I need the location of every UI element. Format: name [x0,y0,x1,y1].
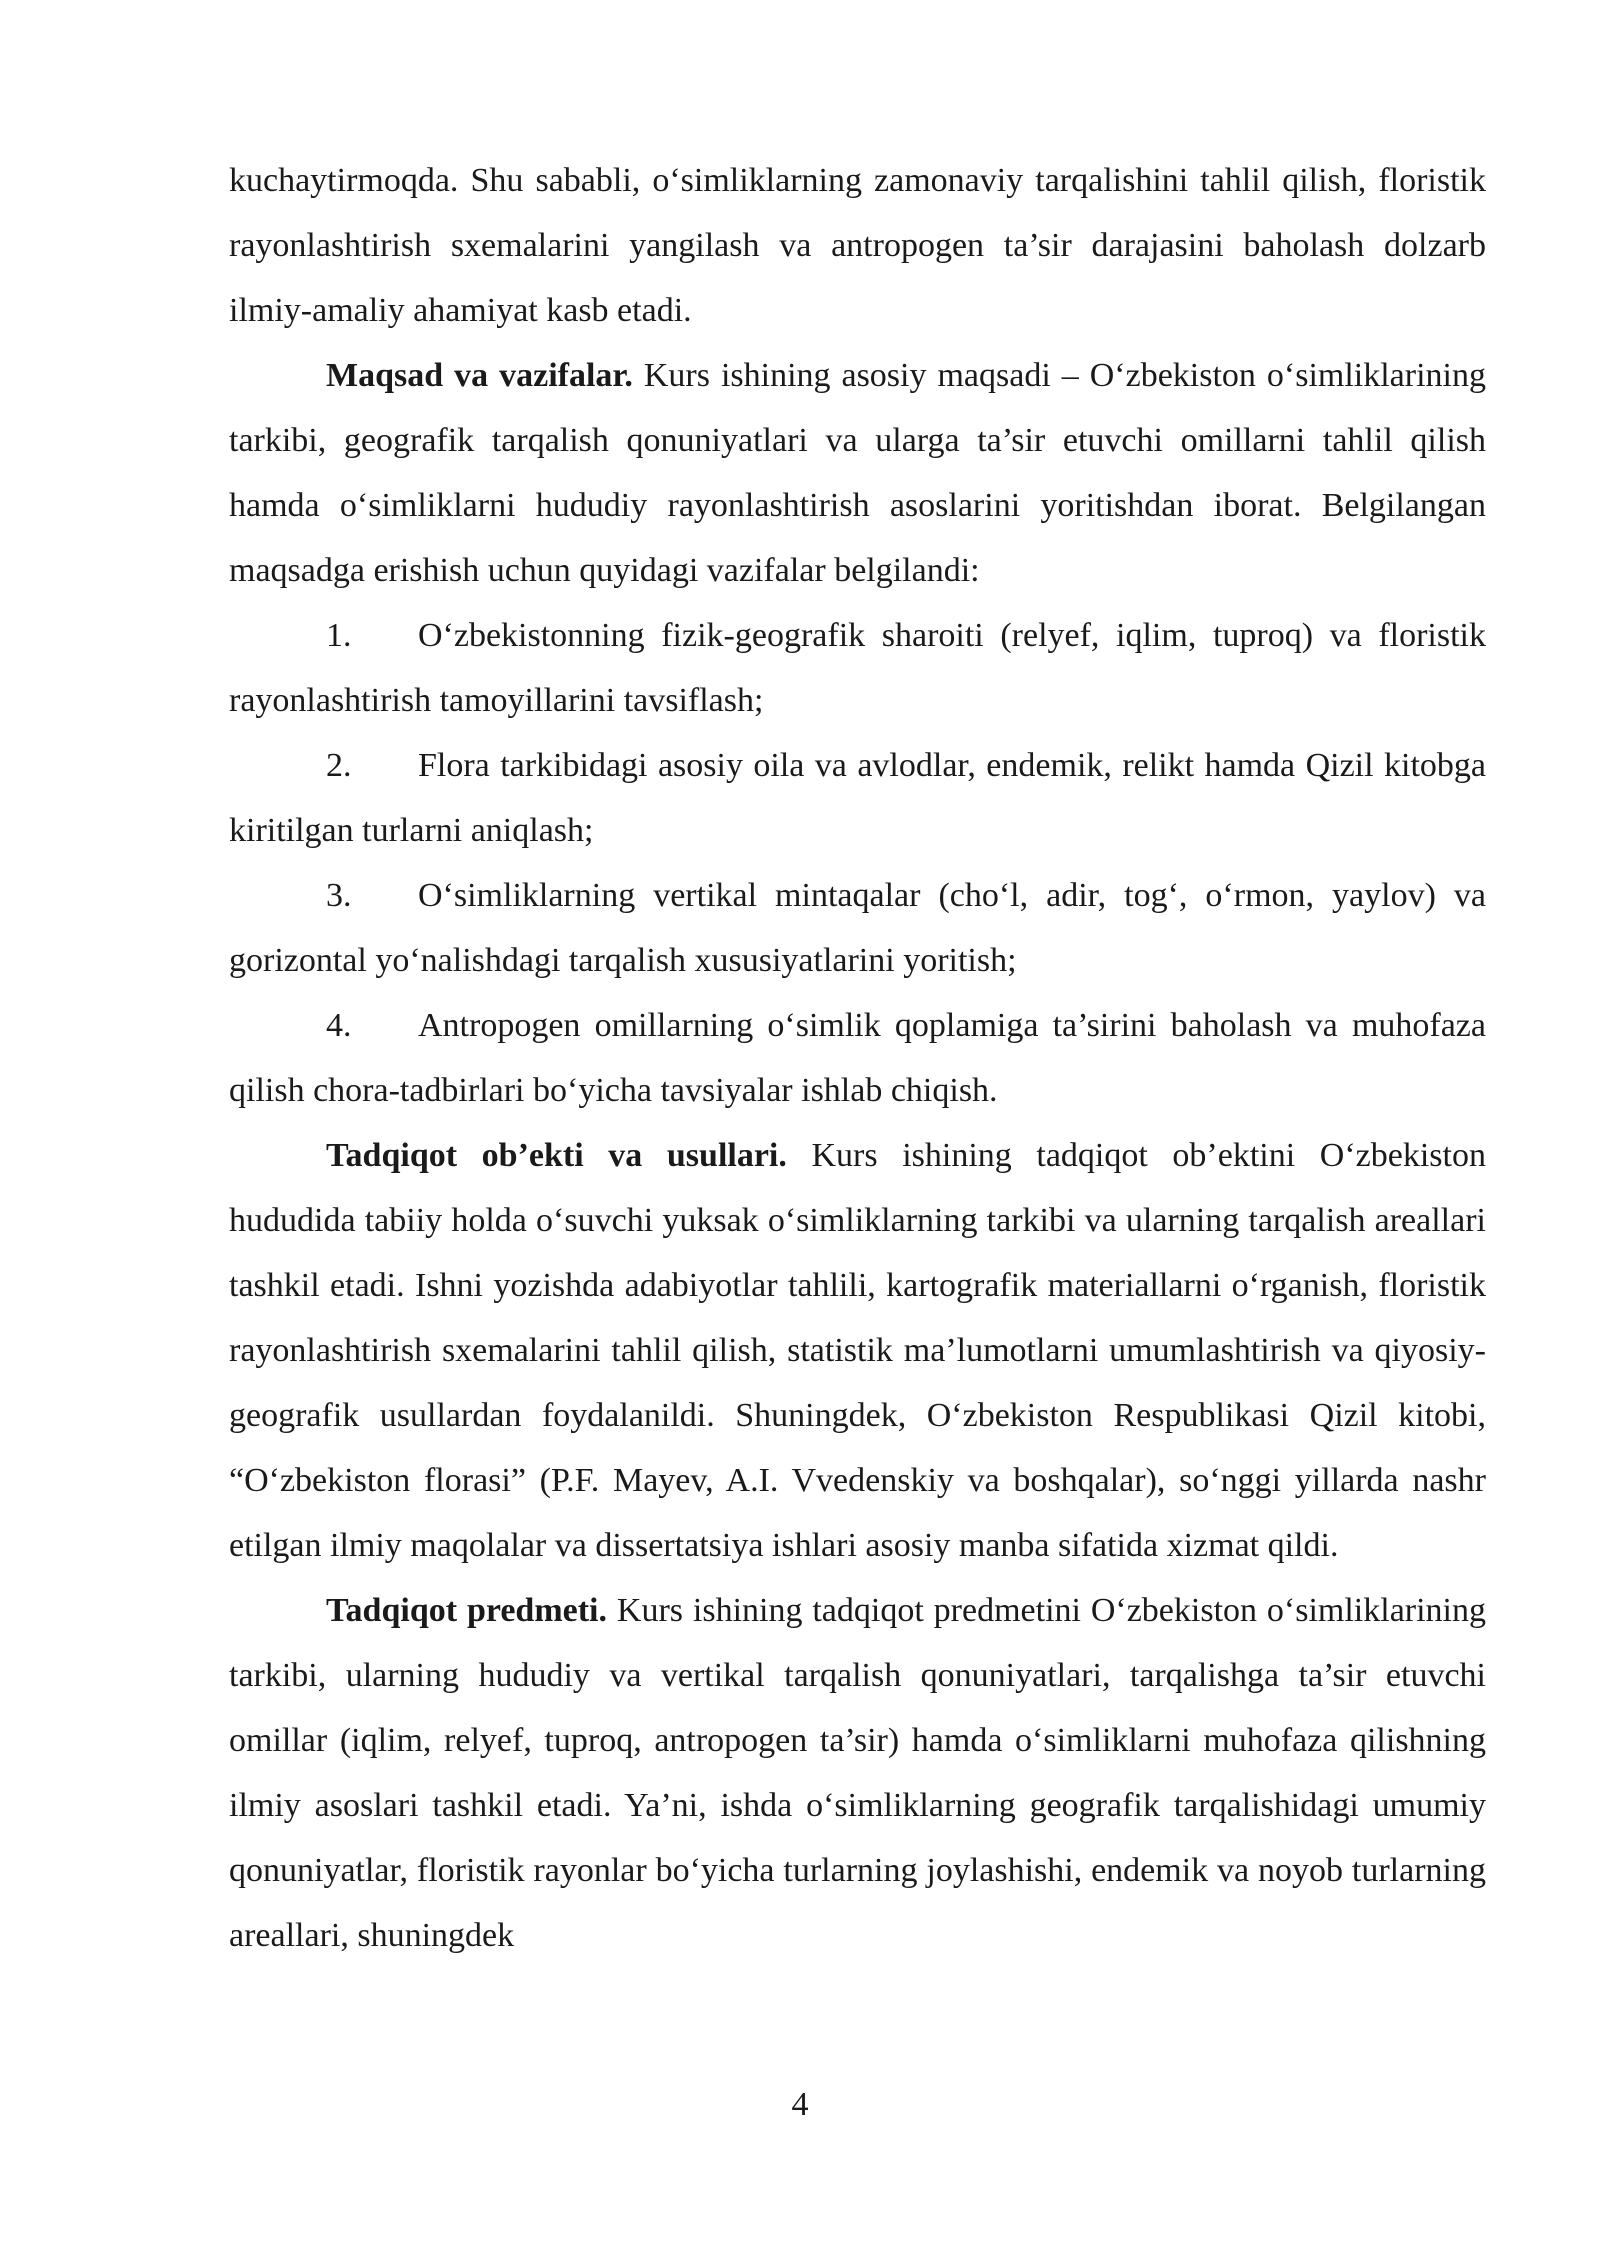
object-methods-paragraph [229,1123,1486,1578]
task-item-1 [229,603,1486,733]
intro-paragraph-text: kuchaytirmoqda. Shu sababli, o‘simliklarning zamonaviy tarqalishini tahlil qilish, floristik rayonlashtirish sxemalarini yangilash va antropogen ta’sir darajasini baholash dolzarb ilmiy-amaliy ahamiyat kasb etadi. [229,162,1486,329]
goals-heading: Maqsad va vazifalar. [326,357,633,394]
intro-paragraph [229,148,1486,343]
task-item-2 [229,733,1486,863]
document-body [229,148,1486,1968]
task-item-3 [229,863,1486,993]
subject-paragraph [229,1578,1486,1968]
task-item-4 [229,993,1486,1123]
task-text: Antropogen omillarning o‘simlik qoplamiga ta’sirini baholash va muhofaza qilish chora-tadbirlari bo‘yicha tavsiyalar ishlab chiqish. [229,1007,1486,1109]
task-number: 2. [326,747,352,784]
task-number: 1. [326,617,352,654]
task-text: Flora tarkibidagi asosiy oila va avlodlar, endemik, relikt hamda Qizil kitobga kiritilgan turlarni aniqlash; [229,747,1486,849]
object-methods-text: Kurs ishining tadqiqot ob’ektini O‘zbekiston hududida tabiiy holda o‘suvchi yuksak o‘simliklarning tarkibi va ularning tarqalish areallari tashkil etadi. Ishni yozishda adabiyotlar tahlili, kartografik materiallarni o‘rganish, floristik rayonlashtirish sxemalarini tahlil qilish, statistik ma’lumotlarni umumlashtirish va qiyosiy-geografik usullardan foydalanildi. Shuningdek, O‘zbekiston Respublikasi Qizil kitobi, “O‘zbekiston florasi” (P.F. Mayev, A.I. Vvedenskiy va boshqalar), so‘nggi yillarda nashr etilgan ilmiy maqolalar va dissertatsiya ishlari asosiy manba sifatida xizmat qildi. [229,1137,1486,1564]
subject-heading: Tadqiqot predmeti. [326,1592,608,1629]
goals-paragraph [229,343,1486,603]
object-methods-heading: Tadqiqot ob’ekti va usullari. [326,1137,787,1174]
page-number: 4 [791,2086,809,2123]
task-number: 3. [326,877,352,914]
task-text: O‘simliklarning vertikal mintaqalar (cho‘l, adir, tog‘, o‘rmon, yaylov) va gorizontal yo‘nalishdagi tarqalish xususiyatlarini yoritish; [229,877,1486,979]
goals-text: Kurs ishining asosiy maqsadi – O‘zbekiston o‘simliklarining tarkibi, geografik tarqalish qonuniyatlari va ularga ta’sir etuvchi omillarni tahlil qilish hamda o‘simliklarni hududiy rayonlashtirish asoslarini yoritishdan iborat. Belgilangan maqsadga erishish uchun quyidagi vazifalar belgilandi: [229,357,1486,589]
task-number: 4. [326,1007,352,1044]
subject-text: Kurs ishining tadqiqot predmetini O‘zbekiston o‘simliklarining tarkibi, ularning hududiy va vertikal tarqalish qonuniyatlari, tarqalishga ta’sir etuvchi omillar (iqlim, relyef, tuproq, antropogen ta’sir) hamda o‘simliklarni muhofaza qilishning ilmiy asoslari tashkil etadi. Ya’ni, ishda o‘simliklarning geografik tarqalishidagi umumiy qonuniyatlar, floristik rayonlar bo‘yicha turlarning joylashishi, endemik va noyob turlarning areallari, shuningdek [229,1592,1487,1954]
task-text: O‘zbekistonning fizik-geografik sharoiti (relyef, iqlim, tuproq) va floristik rayonlashtirish tamoyillarini tavsiflash; [229,617,1486,719]
